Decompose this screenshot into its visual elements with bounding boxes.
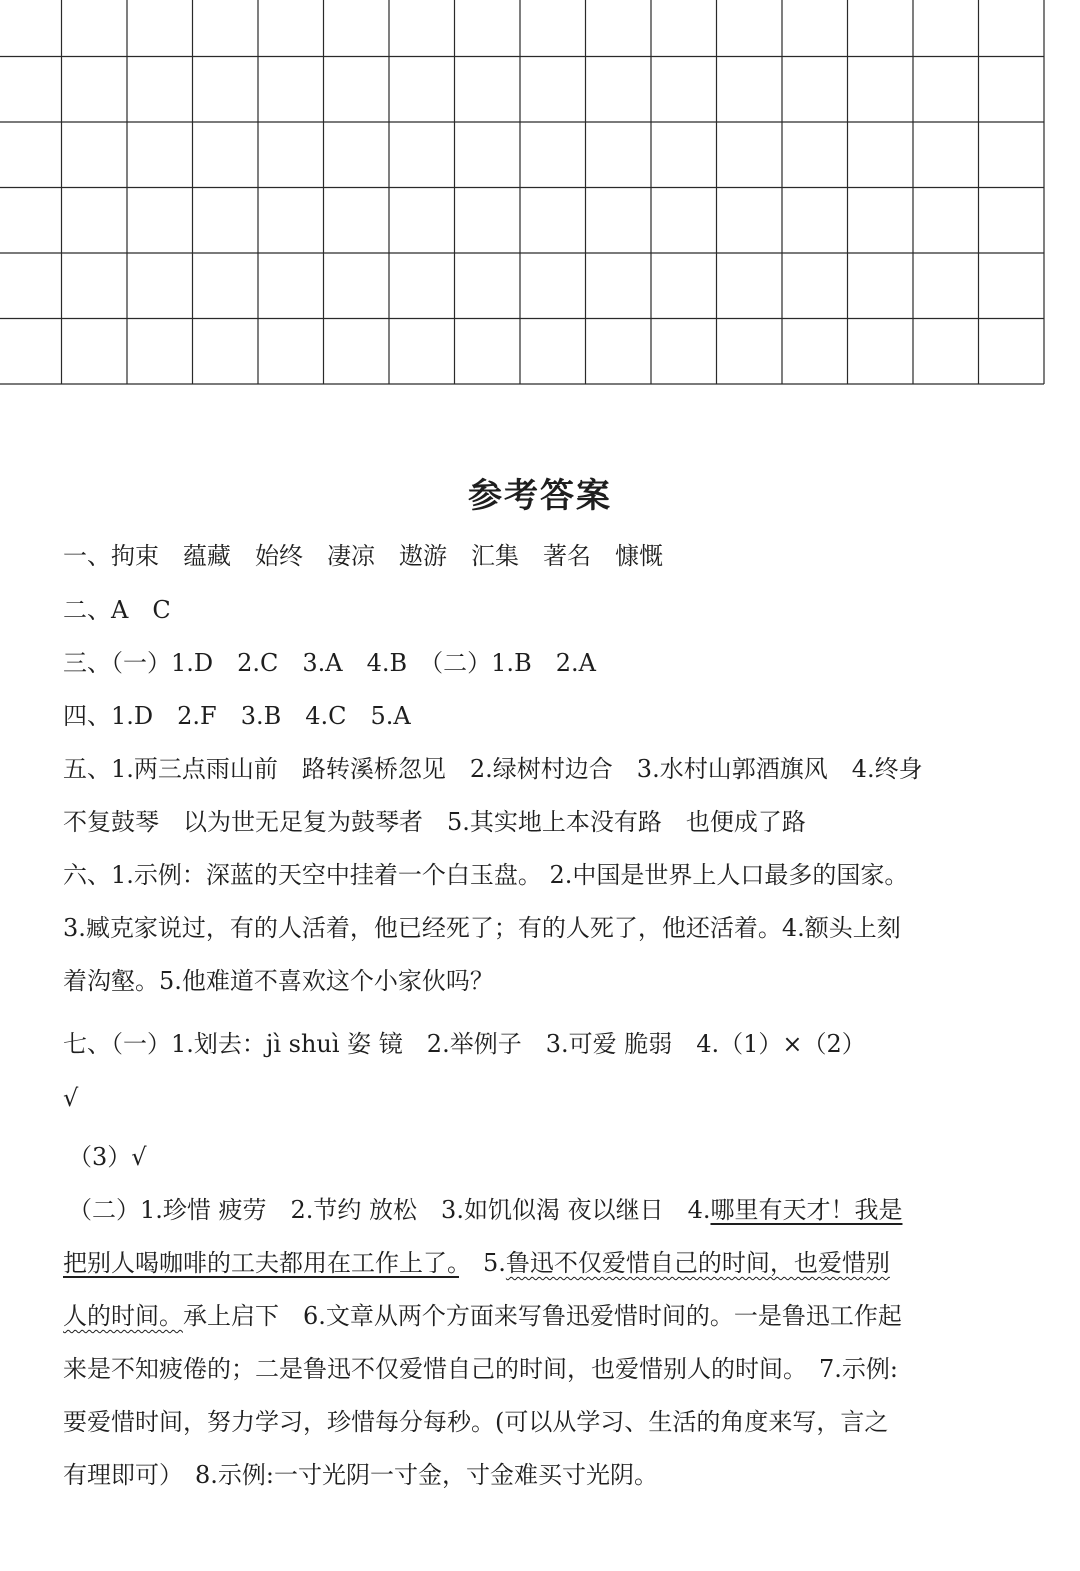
underlined-quote: 哪里有天才！我是 [710,1196,903,1224]
answer-section-7-part2-cont [63,1402,1008,1437]
answer-text: 承上启下 6.文章从两个方面来写鲁迅爱惜时间的。一是鲁迅工作起 [183,1302,902,1330]
underlined-quote: 把别人喝咖啡的工夫都用在工作上了。 [63,1249,459,1277]
answer-text: 六、1.示例：深蓝的天空中挂着一个白玉盘。 2.中国是世界上人口最多的国家。 [63,861,909,889]
answer-section-1 [63,536,1008,571]
answer-section-6 [63,855,1008,890]
answer-section-4 [63,696,1008,731]
wavy-underlined-sentence: 鲁迅不仅爱惜自己的时间，也爱惜别 [505,1249,890,1277]
answer-text: （3）√ [68,1143,147,1171]
answer-section-7-part2 [68,1190,1013,1225]
answer-section-7-cont [63,1084,1008,1112]
answer-text: 要爱惜时间，努力学习，珍惜每分每秒。(可以从学习、生活的角度来写，言之 [63,1408,889,1436]
answer-text: 有理即可） 8.示例:一寸光阴一寸金，寸金难买寸光阴。 [63,1461,658,1489]
answer-text: 着沟壑。5.他难道不喜欢这个小家伙吗？ [63,967,494,995]
answer-text: 3.臧克家说过，有的人活着，他已经死了；有的人死了，他还活着。4.额头上刻 [63,914,901,942]
answer-text: 5. [459,1249,506,1277]
answer-text: 四、1.D 2.F 3.B 4.C 5.A [63,702,411,730]
answer-section-3 [63,643,1008,678]
answer-section-7 [63,1024,1008,1059]
answer-text: 二、A C [63,596,171,624]
answer-section-6-cont [63,908,1008,943]
answer-text: 三、（一）1.D 2.C 3.A 4.B （二）1.B 2.A [63,649,596,677]
answer-section-7-part2-cont [63,1349,1008,1384]
answer-section-2 [63,590,1008,625]
answer-section-7-cont [68,1137,1013,1172]
answer-section-7-part2-cont [63,1296,1008,1331]
writing-grid [0,0,1080,400]
wavy-underlined-sentence: 人的时间。 [63,1302,183,1330]
page-title: 参考答案 [468,476,612,516]
answer-section-5 [63,749,1008,784]
answer-text: √ [63,1084,79,1112]
answer-section-7-part2-cont [63,1243,1008,1278]
answer-text: 一、拘束 蕴藏 始终 凄凉 遨游 汇集 著名 慷慨 [63,542,663,570]
answer-text: 来是不知疲倦的；二是鲁迅不仅爱惜自己的时间，也爱惜别人的时间。 7.示例: [63,1355,898,1383]
answer-section-6-cont [63,961,1008,996]
answer-text: （二）1.珍惜 疲劳 2.节约 放松 3.如饥似渴 夜以继日 4. [68,1196,711,1224]
answer-text: 不复鼓琴 以为世无足复为鼓琴者 5.其实地上本没有路 也便成了路 [63,808,806,836]
answer-section-7-part2-cont [63,1455,1008,1490]
answer-text: 七、（一）1.划去：jì shuì 姿 镜 2.举例子 3.可爱 脆弱 4.（1）×（2） [63,1030,866,1058]
answer-section-5-cont [63,802,1008,837]
answer-text: 五、1.两三点雨山前 路转溪桥忽见 2.绿树村边合 3.水村山郭酒旗风 4.终身 [63,755,923,783]
